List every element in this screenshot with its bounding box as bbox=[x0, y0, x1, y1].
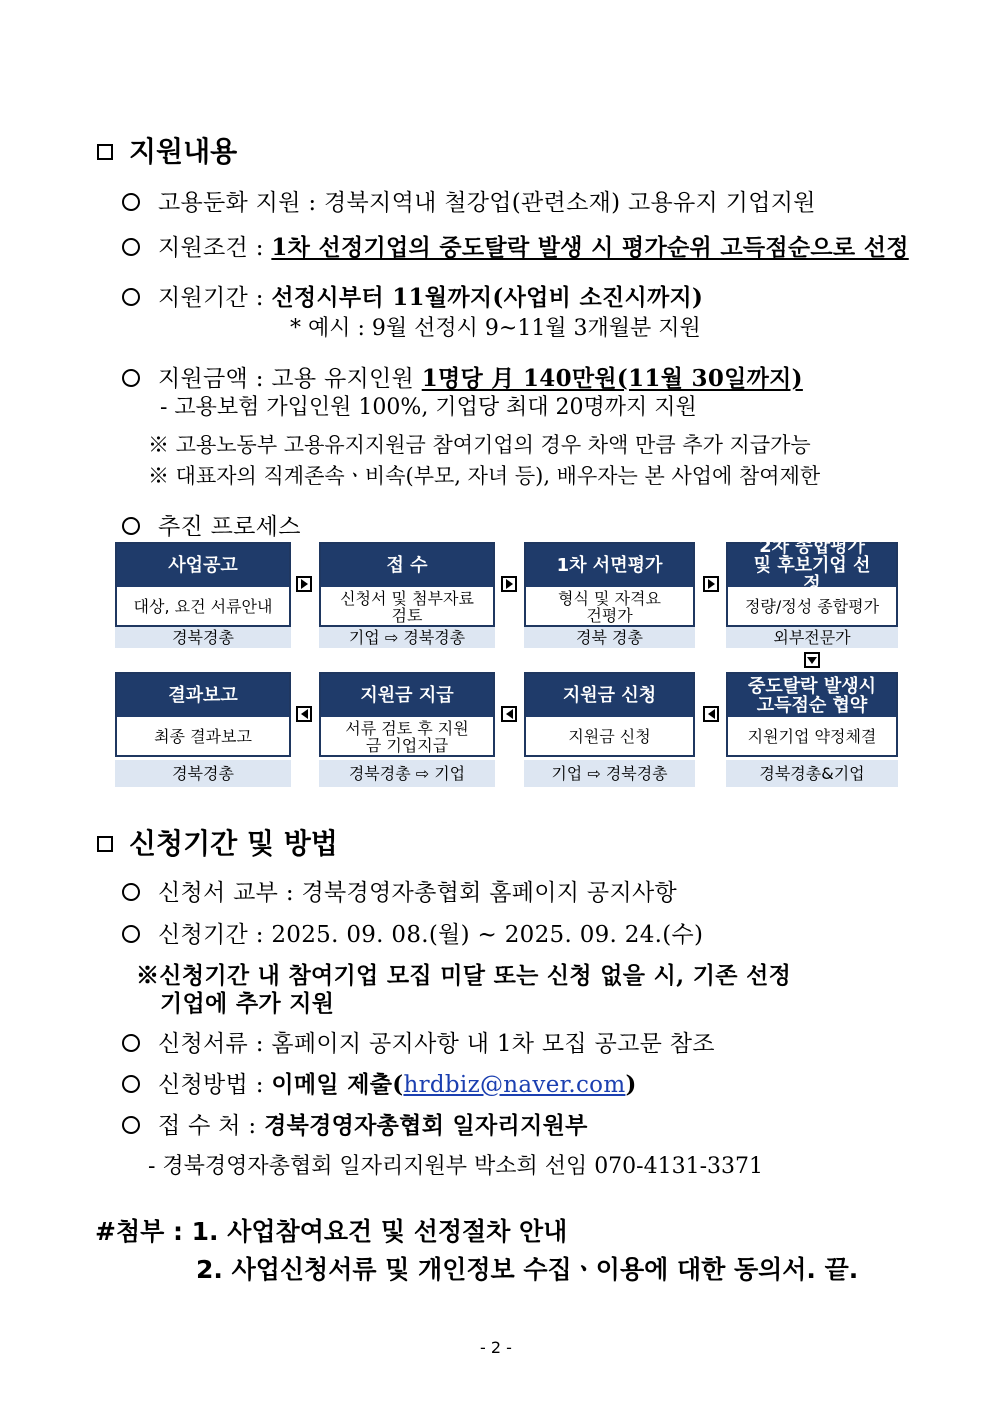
process-step-title: 사업공고 bbox=[117, 544, 289, 587]
process-step-title: 결과보고 bbox=[117, 674, 289, 717]
application-item-4: 신청방법 : 이메일 제출(hrdbiz@naver.com) bbox=[122, 1066, 637, 1099]
process-step-owner: 기업 ⇨ 경북경총 bbox=[524, 760, 695, 787]
support-item-1: 고용둔화 지원 : 경북지역내 철강업(관련소재) 고용유지 기업지원 bbox=[122, 184, 816, 217]
circle-bullet-icon bbox=[122, 288, 140, 306]
process-step-3 bbox=[524, 542, 695, 627]
arrow-left-icon bbox=[703, 706, 719, 722]
checkbox-square-icon bbox=[97, 144, 113, 160]
process-step-owner: 경북 경총 bbox=[524, 627, 695, 648]
arrow-right-icon bbox=[703, 576, 719, 592]
section-heading-application: 신청기간 및 방법 bbox=[97, 822, 338, 862]
process-step-desc: 신청서 및 첨부자료 검토 bbox=[340, 588, 474, 625]
circle-bullet-icon bbox=[122, 1034, 140, 1052]
process-step-1 bbox=[115, 542, 291, 627]
circle-bullet-icon bbox=[122, 883, 140, 901]
process-step-desc: 형식 및 자격요건평가 bbox=[558, 588, 661, 625]
process-step-title: 지원금 지급 bbox=[321, 674, 493, 717]
application-notice-line2: 기업에 추가 지원 bbox=[160, 990, 335, 1017]
contact-line: - 경북경영자총협회 일자리지원부 박소희 선임 070-4131-3371 bbox=[148, 1154, 764, 1179]
page-number: - 2 - bbox=[480, 1338, 512, 1357]
process-step-4 bbox=[726, 536, 898, 627]
note-1: ※ 고용노동부 고용유지지원금 참여기업의 경우 차액 만큼 추가 지급가능 bbox=[148, 433, 811, 457]
application-item-5: 접 수 처 : 경북경영자총협회 일자리지원부 bbox=[122, 1107, 588, 1140]
process-step-owner: 경북경총&기업 bbox=[726, 760, 898, 787]
process-label: 추진 프로세스 bbox=[122, 508, 301, 541]
process-step-title: 지원금 신청 bbox=[526, 674, 693, 717]
arrow-right-icon bbox=[296, 576, 312, 592]
attachments-line2: 2. 사업신청서류 및 개인정보 수집ㆍ이용에 대한 동의서. 끝. bbox=[196, 1255, 859, 1284]
email-link[interactable]: hrdbiz@naver.com bbox=[403, 1072, 626, 1098]
circle-bullet-icon bbox=[122, 1116, 140, 1134]
support-item-4: 지원금액 : 고용 유지인원 1명당 月 140만원(11월 30일까지) bbox=[122, 360, 803, 393]
process-step-7 bbox=[319, 672, 495, 757]
process-step-title: 2차 종합평가 및 후보기업 선정 bbox=[728, 544, 896, 587]
process-step-desc: 정량/정성 종합평가 bbox=[744, 597, 880, 616]
process-step-desc: 지원금 신청 bbox=[568, 727, 651, 746]
support-item-2: 지원조건 : 1차 선정기업의 중도탈락 발생 시 평가순위 고득점순으로 선정 bbox=[122, 229, 909, 262]
arrow-right-icon bbox=[501, 576, 517, 592]
process-step-5 bbox=[726, 672, 898, 757]
process-step-owner: 경북경총 bbox=[115, 760, 291, 787]
section-heading-support: 지원내용 bbox=[97, 130, 237, 170]
support-period-example: * 예시 : 9월 선정시 9~11월 3개월분 지원 bbox=[290, 316, 701, 341]
note-2: ※ 대표자의 직계존속ㆍ비속(부모, 자녀 등), 배우자는 본 사업에 참여제한 bbox=[148, 464, 821, 488]
checkbox-square-icon bbox=[97, 836, 113, 852]
circle-bullet-icon bbox=[122, 369, 140, 387]
process-step-owner: 외부전문가 bbox=[726, 627, 898, 648]
process-step-desc: 지원기업 약정체결 bbox=[747, 727, 877, 746]
support-amount-sub: - 고용보험 가입인원 100%, 기업당 최대 20명까지 지원 bbox=[160, 395, 697, 420]
circle-bullet-icon bbox=[122, 1075, 140, 1093]
process-step-owner: 경북경총 ⇨ 기업 bbox=[319, 760, 495, 787]
process-step-title: 중도탈락 발생시 고득점순 협약 bbox=[728, 674, 896, 717]
arrow-down-icon bbox=[804, 652, 820, 668]
circle-bullet-icon bbox=[122, 238, 140, 256]
attachments-line1: #첨부 : 1. 사업참여요건 및 선정절차 안내 bbox=[95, 1217, 568, 1246]
process-step-desc: 서류 검토 후 지원금 기업지급 bbox=[345, 718, 469, 755]
application-item-3: 신청서류 : 홈페이지 공지사항 내 1차 모집 공고문 참조 bbox=[122, 1025, 715, 1058]
process-step-owner: 기업 ⇨ 경북경총 bbox=[319, 627, 495, 648]
process-step-6 bbox=[524, 672, 695, 757]
process-step-desc: 최종 결과보고 bbox=[154, 727, 252, 746]
circle-bullet-icon bbox=[122, 517, 140, 535]
application-item-1: 신청서 교부 : 경북경영자총협회 홈페이지 공지사항 bbox=[122, 874, 677, 907]
process-step-title: 1차 서면평가 bbox=[526, 544, 693, 587]
process-step-2 bbox=[319, 542, 495, 627]
application-item-2: 신청기간 : 2025. 09. 08.(월) ~ 2025. 09. 24.(수) bbox=[122, 916, 703, 949]
circle-bullet-icon bbox=[122, 193, 140, 211]
process-step-8 bbox=[115, 672, 291, 757]
process-step-title: 접 수 bbox=[321, 544, 493, 587]
process-step-owner: 경북경총 bbox=[115, 627, 291, 648]
circle-bullet-icon bbox=[122, 925, 140, 943]
process-step-desc: 대상, 요건 서류안내 bbox=[133, 597, 273, 616]
arrow-left-icon bbox=[296, 706, 312, 722]
application-notice-line1: ※신청기간 내 참여기업 모집 미달 또는 신청 없을 시, 기존 선정 bbox=[136, 962, 792, 989]
arrow-left-icon bbox=[501, 706, 517, 722]
support-item-3: 지원기간 : 선정시부터 11월까지(사업비 소진시까지) bbox=[122, 279, 703, 312]
